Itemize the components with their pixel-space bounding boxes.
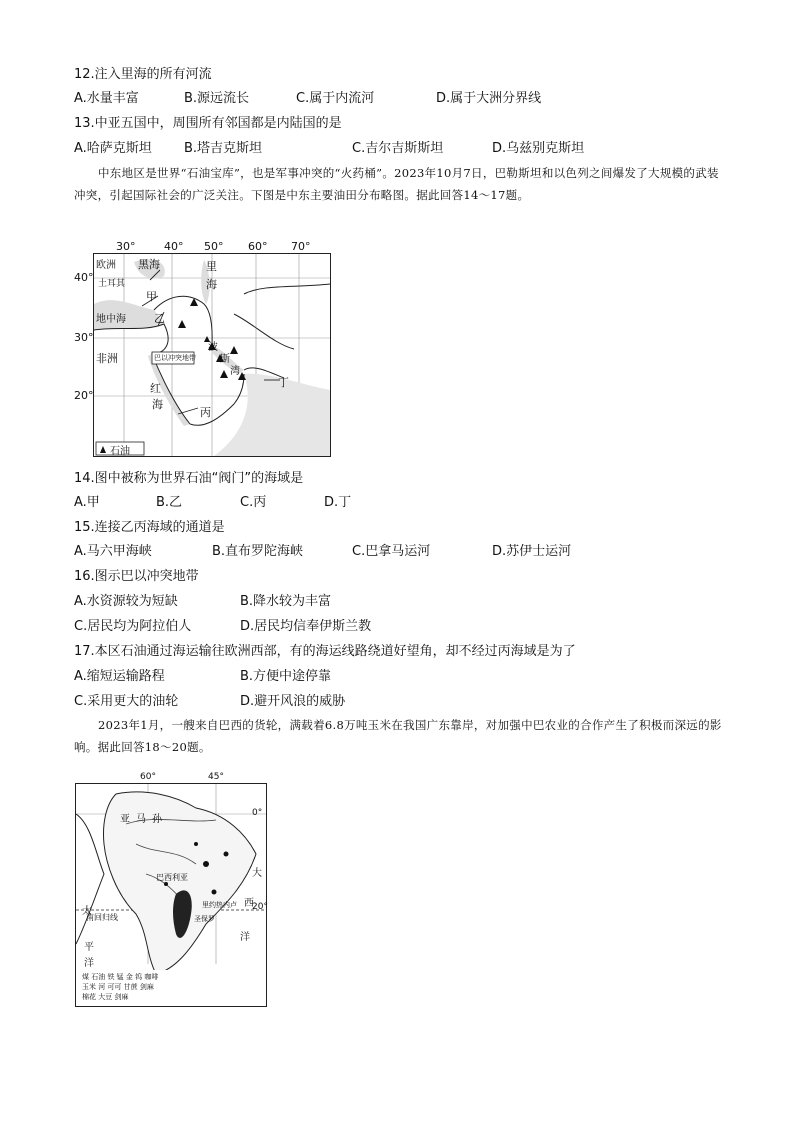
label-atlantic-3: 洋 bbox=[240, 932, 250, 943]
label-bing: 丙 bbox=[200, 406, 211, 419]
label-persian-3: 湾 bbox=[230, 366, 240, 377]
label-conflict-zone: 巴以冲突地带 bbox=[154, 354, 196, 362]
q13-option-b[interactable]: B.塔吉克斯坦 bbox=[184, 141, 263, 156]
q13-stem: 13.中亚五国中，周围所有邻国都是内陆国的是 bbox=[74, 116, 342, 131]
lon-label: 60° bbox=[140, 772, 156, 782]
q12-option-d[interactable]: D.属于大洲分界线 bbox=[436, 91, 542, 106]
label-persian-1: 波 bbox=[208, 342, 218, 353]
legend-oil: 石油 bbox=[110, 446, 130, 457]
brazil-map bbox=[75, 772, 268, 1007]
q16-option-d[interactable]: D.居民均信奉伊斯兰教 bbox=[240, 619, 372, 634]
label-jia: 甲 bbox=[146, 290, 157, 303]
legend-row-1: 煤 石油 铁 锰 金 钨 咖啡 bbox=[82, 973, 159, 981]
label-brasilia: 巴西利亚 bbox=[156, 873, 188, 882]
q17-option-d[interactable]: D.避开风浪的威胁 bbox=[240, 694, 346, 709]
q14-option-c[interactable]: C.丙 bbox=[240, 495, 267, 510]
lon-label: 40° bbox=[164, 240, 184, 253]
lon-label: 30° bbox=[116, 240, 136, 253]
label-red-sea-1: 红 bbox=[150, 382, 161, 395]
lat-label: 20° bbox=[74, 389, 94, 402]
lat-label: 0° bbox=[252, 808, 263, 818]
q13-option-a[interactable]: A.哈萨克斯坦 bbox=[74, 141, 152, 156]
lon-label: 50° bbox=[204, 240, 224, 253]
q15-option-c[interactable]: C.巴拿马运河 bbox=[352, 544, 431, 559]
label-caspian-1: 里 bbox=[206, 260, 217, 273]
q16-option-c[interactable]: C.居民均为阿拉伯人 bbox=[74, 619, 192, 634]
label-ding: 丁 bbox=[278, 376, 289, 389]
lon-label: 60° bbox=[248, 240, 268, 253]
label-amazon-2: 马 bbox=[136, 814, 146, 825]
label-sao-paulo: 圣保罗 bbox=[194, 915, 215, 923]
q13-option-c[interactable]: C.吉尔吉斯斯坦 bbox=[352, 141, 444, 156]
label-mediterranean: 地中海 bbox=[96, 314, 126, 325]
lat-label: 40° bbox=[74, 271, 94, 284]
q14-option-a[interactable]: A.甲 bbox=[74, 495, 100, 510]
label-tropic-capricorn: 南回归线 bbox=[86, 913, 118, 922]
q16-stem: 16.图示巴以冲突地带 bbox=[74, 569, 199, 584]
label-amazon-1: 亚 bbox=[120, 814, 130, 825]
q15-stem: 15.连接乙丙海域的通道是 bbox=[74, 520, 225, 535]
middle-east-oil-map bbox=[74, 240, 331, 457]
q15-option-b[interactable]: B.直布罗陀海峡 bbox=[212, 544, 304, 559]
q12-option-c[interactable]: C.属于内流河 bbox=[296, 91, 375, 106]
label-amazon-3: 孙 bbox=[152, 814, 162, 825]
q13-option-d[interactable]: D.乌兹别克斯坦 bbox=[492, 141, 585, 156]
legend-row-3: 棉花 大豆 剑麻 bbox=[82, 993, 129, 1001]
label-red-sea-2: 海 bbox=[152, 398, 163, 411]
label-rio: 里约热内卢 bbox=[202, 901, 237, 909]
lat-label: 20° bbox=[252, 902, 268, 912]
q15-option-d[interactable]: D.苏伊士运河 bbox=[492, 544, 572, 559]
q14-stem: 14.图中被称为世界石油“阀门”的海域是 bbox=[74, 471, 304, 486]
label-europe: 欧洲 bbox=[96, 260, 116, 271]
q15-option-a[interactable]: A.马六甲海峡 bbox=[74, 544, 152, 559]
q14-option-d[interactable]: D.丁 bbox=[324, 495, 352, 510]
label-caspian-2: 海 bbox=[206, 278, 217, 291]
q16-option-b[interactable]: B.降水较为丰富 bbox=[240, 594, 332, 609]
passage-middle-east: 中东地区是世界“石油宝库”，也是军事冲突的“火药桶”。2023年10月7日，巴勒斯坦和以色列之间爆发了大规模的武装冲突，引起国际社会的广泛关注。下图是中东主要油田分布略图。据此回答14～17题。 bbox=[74, 166, 719, 202]
label-turkey: 土耳其 bbox=[98, 279, 126, 289]
q12-option-a[interactable]: A.水量丰富 bbox=[74, 91, 139, 106]
label-black-sea: 黑海 bbox=[138, 258, 160, 271]
lon-label: 45° bbox=[208, 772, 224, 782]
legend-row-2: 玉米 河 可可 甘蔗 剑麻 bbox=[82, 983, 154, 991]
lon-label: 70° bbox=[291, 240, 311, 253]
label-atlantic-2: 西 bbox=[244, 898, 254, 909]
label-pacific-1: 太 bbox=[82, 906, 92, 917]
q14-option-b[interactable]: B.乙 bbox=[156, 495, 183, 510]
label-persian-2: 斯 bbox=[220, 354, 230, 365]
q16-option-a[interactable]: A.水资源较为短缺 bbox=[74, 594, 178, 609]
label-africa: 非洲 bbox=[96, 352, 118, 365]
label-pacific-3: 洋 bbox=[84, 958, 94, 969]
q17-stem: 17.本区石油通过海运输往欧洲西部，有的海运线路绕道好望角，却不经过丙海域是为了 bbox=[74, 644, 576, 659]
label-atlantic-1: 大 bbox=[252, 868, 262, 879]
q17-option-c[interactable]: C.采用更大的油轮 bbox=[74, 694, 179, 709]
label-pacific-2: 平 bbox=[84, 942, 94, 953]
q12-option-b[interactable]: B.源远流长 bbox=[184, 91, 250, 106]
lat-label: 30° bbox=[74, 331, 94, 344]
q17-option-a[interactable]: A.缩短运输路程 bbox=[74, 669, 165, 684]
q17-option-b[interactable]: B.方便中途停靠 bbox=[240, 669, 332, 684]
label-yi: 乙 bbox=[154, 312, 165, 325]
passage-brazil: 2023年1月，一艘来自巴西的货轮，满载着6.8万吨玉米在我国广东靠岸，对加强中巴农业的合作产生了积极而深远的影响。据此回答18～20题。 bbox=[74, 718, 722, 754]
q12-stem: 12.注入里海的所有河流 bbox=[74, 67, 212, 82]
